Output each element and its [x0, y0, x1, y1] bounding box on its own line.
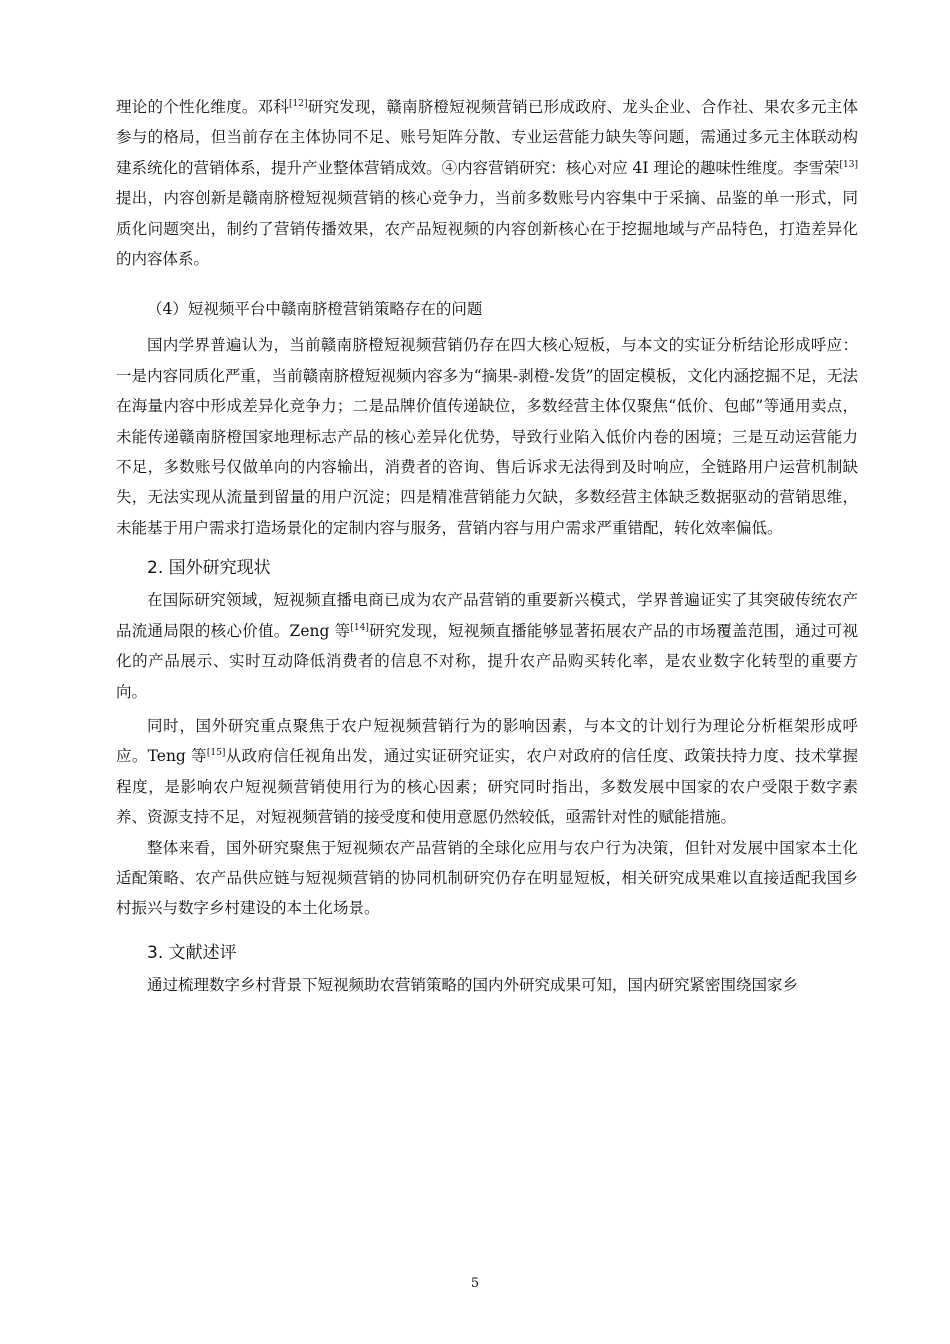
subheading-problems: （4）短视频平台中赣南脐橙营销策略存在的问题	[147, 300, 483, 319]
spacer	[116, 924, 858, 928]
paragraph-text: 提出，内容创新是赣南脐橙短视频营销的核心竞争力，当前多数账号内容集中于采摘、品鉴的单一形式，同质化问题突出，制约了营销传播效果，农产品短视频的内容创新核心在于挖掘地域与产品特色，打造差异化的内容体系。	[116, 189, 858, 269]
paragraph-foreign-live-commerce	[116, 585, 858, 707]
paragraph-text: 同时，国外研究重点聚焦于农户短视频营销行为的影响因素，与本文的计划行为理论分析框架形成呼应。Teng 等	[116, 716, 858, 766]
spacer	[116, 274, 858, 282]
page-body	[116, 92, 858, 1000]
section-heading-foreign-research: 2. 国外研究现状	[147, 558, 271, 579]
paragraph-foreign-summary: 整体来看，国外研究聚焦于短视频农产品营销的全球化应用与农户行为决策，但针对发展中国家本土化适配策略、农产品供应链与短视频营销的协同机制研究仍存在明显短板，相关研究成果难以直接适配我国乡村振兴与数字乡村建设的本土化场景。	[116, 838, 858, 918]
paragraph-text: 理论的个性化维度。邓科	[116, 98, 290, 116]
citation-ref: [12]	[289, 99, 308, 109]
paragraph-problems: 国内学界普遍认为，当前赣南脐橙短视频营销仍存在四大核心短板，与本文的实证分析结论形成呼应：一是内容同质化严重，当前赣南脐橙短视频内容多为“摘果-剥橙-发货”的固定模板，文化内涵挖掘不足，无法在海量内容中形成差异化竞争力；二是品牌价值传递缺位，多数经营主体仅聚焦“低价、包邮”等通用卖点，未能传递赣南脐橙国家地理标志产品的核心差异化优势，导致行业陷入低价内卷的困境；三是互动运营能力不足，多数账号仅做单向的内容输出，消费者的咨询、售后诉求无法得到及时响应，全链路用户运营机制缺失，无法实现从流量到留量的用户沉淀；四是精准营销能力欠缺，多数经营主体缺乏数据驱动的营销思维，未能基于用户需求打造场景化的定制内容与服务，营销内容与用户需求严重错配，转化效率偏低。	[116, 336, 858, 537]
paragraph-review-intro: 通过梳理数字乡村背景下短视频助农营销策略的国内外研究成果可知，国内研究紧密围绕国家乡	[147, 975, 799, 994]
paragraph-text: 从政府信任视角出发，通过实证研究证实，农户对政府的信任度、政策扶持力度、技术掌握程度，是影响农户短视频营销使用行为的核心因素；研究同时指出，多数发展中国家的农户受限于数字素养、资源支持不足，对短视频营销的接受度和使用意愿仍然较低，亟需针对性的赋能措施。	[116, 747, 858, 827]
citation-ref: [15]	[206, 748, 226, 759]
paragraph-farmer-behavior	[116, 711, 858, 833]
citation-ref: [14]	[350, 622, 369, 633]
paragraph-text: 研究发现，短视频直播能够显著拓展农产品的市场覆盖范围，通过可视化的产品展示、实时互动降低消费者的信息不对称，提升农产品购买转化率，是农业数字化转型的重要方向。	[116, 621, 858, 701]
paragraph-text: 研究发现，赣南脐橙短视频营销已形成政府、龙头企业、合作社、果农多元主体参与的格局，但当前存在主体协同不足、账号矩阵分散、专业运营能力缺失等问题，需通过多元主体联动构建系统化的营销体系，提升产业整体营销成效。④内容营销研究：核心对应 4I 理论的趣味性维度。李雪荣	[116, 98, 858, 177]
page-number: 5	[470, 1276, 480, 1291]
paragraph-text: 在国际研究领域，短视频直播电商已成为农产品营销的重要新兴模式，学界普遍证实了其突破传统农产品流通局限的核心价值。Zeng 等	[116, 591, 858, 640]
section-heading-literature-review: 3. 文献述评	[147, 942, 237, 963]
paragraph-content-marketing	[116, 92, 858, 274]
citation-ref: [13]	[839, 159, 858, 170]
